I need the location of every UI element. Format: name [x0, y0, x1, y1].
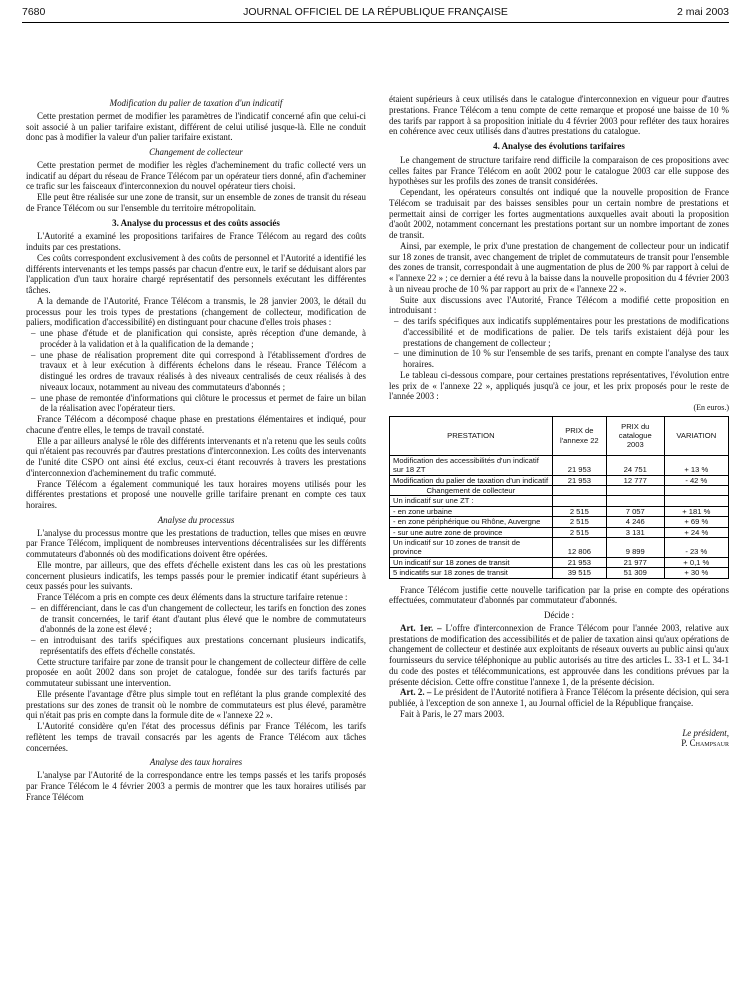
- paragraph: Elle montre, par ailleurs, que des effets d'échelle existent dans les cas où les prestations concernent plusieurs indicatifs, les temps passés pour le premier indicatif étant supérieurs à ceux passés pour les suivants.: [26, 559, 366, 592]
- paragraph: Suite aux discussions avec l'Autorité, France Télécom a modifié cette proposition en introduisant :: [389, 294, 729, 316]
- article-label: Art. 2. –: [400, 687, 432, 698]
- page-header: [22, 6, 729, 22]
- list-item: – des tarifs spécifiques aux indicatifs supplémentaires pour les prestations de modifications d'accessibilité et de modifications de palier. De tels tarifs existaient déjà pour les prestations de changement de collecteur ;: [403, 316, 729, 348]
- table-row: [390, 557, 729, 567]
- paragraph: Ainsi, par exemple, le prix d'une prestation de changement de collecteur pour un indicatif sur 18 zones de transit, avec changement de triplet de commutateurs de transit pour l'ensemble des zones de transit, correspondait à une augmentation de plus de 200 % par rapport à celui de « l'annexe 22 » ; ce dernier a été revu à la baisse dans la nouvelle proposition du 4 février 2003 à un niveau proche de 10 % par rapport au prix de « l'annexe 22 ».: [389, 240, 729, 294]
- paragraph: étaient supérieurs à ceux utilisés dans le catalogue d'interconnexion en vigueur pour d'autres prestations. France Télécom a tenu compte de cette remarque et proposé une baisse de 10 % des tarifs par rapport à sa proposition initiale du 4 février 2003 pour refléter des taux horaires en cohérence avec ceux utilisés dans d'autres prestations du catalogue.: [389, 94, 729, 137]
- list-item: – une phase de réalisation proprement dite qui correspond à l'établissement d'ordres de travaux et à leur exécution à différents échelons dans le réseau. France Télécom a distingué les ordres de travaux réalisés à des niveaux centralisés de ceux réalisés à des niveaux locaux, notamment au niveau des commutateurs d'abonnés ;: [40, 350, 366, 393]
- table-cell: Un indicatif sur 10 zones de transit de province: [390, 538, 553, 558]
- column-header: PRIX de l'annexe 22: [552, 416, 606, 455]
- paragraph: Le changement de structure tarifaire rend difficile la comparaison de ces propositions avec celles faites par France Télécom en août 2002 pour le catalogue 2003 car elle suppose des hypothèses sur les profils des zones de transit considérées.: [389, 154, 729, 187]
- table-row: [390, 527, 729, 537]
- table-cell: Changement de collecteur: [390, 485, 553, 495]
- table-cell: - 23 %: [664, 538, 728, 558]
- paragraph: Elle a par ailleurs analysé le rôle des différents intervenants et n'a retenu que les seuls coûts qui n'étaient pas recouvrés par d'autres prestations d'interconnexion. Les coûts des intervenants de l'unité dite CSPO ont ainsi été exclus, ceux-ci étant recouvrés à travers les prestations d'interconnexion d'acheminement du trafic commuté.: [26, 435, 366, 478]
- signature-name: P. Champsaur: [681, 738, 729, 749]
- table-row: [390, 496, 729, 506]
- journal-title: JOURNAL OFFICIEL DE LA RÉPUBLIQUE FRANÇAISE: [243, 6, 508, 18]
- table-header-row: [390, 416, 729, 455]
- decide-heading: Décide :: [543, 610, 575, 621]
- paragraph: Cette prestation permet de modifier les paramètres de l'indicatif concerné afin que celui-ci soit associé à un palier tarifaire existant, différent de celui utilisé jusque-là. Elle ne conduit donc pas à modifier la valeur d'un palier tarifaire existant.: [26, 110, 366, 143]
- paragraph: L'Autorité considère qu'en l'état des processus définis par France Télécom, les tarifs reflètent les temps de travail consacrés par les agents de France Télécom aux tâches concernées.: [26, 721, 366, 753]
- paragraph: France Télécom a également communiqué les taux horaires moyens utilisés pour les différentes prestations et proposé une nouvelle grille tarifaire prenant en compte ces taux horaires.: [26, 478, 366, 510]
- table-body: [390, 455, 729, 578]
- table-cell: 12 806: [552, 538, 606, 558]
- table-cell: Modification des accessibilités d'un indicatif sur 18 ZT: [390, 455, 553, 475]
- paragraph: L'analyse du processus montre que les prestations de traduction, telles que mises en œuvre par France Télécom, impliquent de nombreuses interventions décentralisées sur les différents commutateurs d'abonnés où des modifications doivent être opérées.: [26, 527, 366, 559]
- table-cell: [664, 485, 728, 495]
- table-cell: 21 953: [552, 455, 606, 475]
- table-cell: Un indicatif sur une ZT :: [390, 496, 553, 506]
- table-cell: 2 515: [552, 506, 606, 516]
- table-row: [390, 568, 729, 578]
- section-heading: 4. Analyse des évolutions tarifaires: [493, 141, 625, 151]
- table-cell: [552, 496, 606, 506]
- column-header: PRIX du catalogue 2003: [606, 416, 664, 455]
- table-cell: + 181 %: [664, 506, 728, 516]
- paragraph: France Télécom a pris en compte ces deux éléments dans la structure tarifaire retenue :: [37, 592, 348, 602]
- table-cell: + 69 %: [664, 517, 728, 527]
- done-line: Fait à Paris, le 27 mars 2003.: [400, 708, 505, 719]
- column-header: PRESTATION: [390, 416, 553, 455]
- issue-date: 2 mai 2003: [677, 6, 729, 18]
- column-header: VARIATION: [664, 416, 728, 455]
- article-label: Art. 1er. –: [400, 622, 442, 633]
- table-cell: Modification du palier de taxation d'un indicatif: [390, 475, 553, 485]
- table-cell: 21 953: [552, 475, 606, 485]
- section-heading: 3. Analyse du processus et des coûts associés: [112, 217, 280, 228]
- list-item: – en introduisant des tarifs spécifiques aux prestations concernant plusieurs indicatifs, représentatifs des effets d'échelle constatés.: [40, 635, 366, 657]
- price-table: [389, 416, 729, 579]
- paragraph: Ces coûts correspondent exclusivement à des coûts de personnel et l'Autorité a identifié les différents intervenants et les temps passés par chacun d'entre eux, le tarif se déduisant alors par l'application d'un taux horaire chargé représentatif des personnels exécutant les différentes tâches.: [26, 252, 366, 295]
- article-text: Le président de l'Autorité notifiera à France Télécom la présente décision, qui sera publiée, à l'exception de son annexe 1, au Journal officiel de la République française.: [389, 687, 729, 709]
- paragraph: Cette prestation permet de modifier les règles d'acheminement du trafic collecté vers un indicatif au départ du réseau de France Télécom par un opérateur tiers donné, afin d'acheminer ce trafic sur les faisceaux d'interconnexion du nouvel opérateur tiers choisi.: [26, 159, 366, 192]
- signature-title: Le président,: [682, 727, 729, 738]
- left-column: [26, 94, 366, 802]
- paragraph: Elle présente l'avantage d'être plus simple tout en reflétant la plus grande complexité des prestations sur des zones de transit où le nombre de commutateurs est plus élevé, paramètre qui n'était pas pris en compte dans la formule dite de « l'annexe 22 ».: [26, 688, 366, 721]
- table-cell: - 42 %: [664, 475, 728, 485]
- table-cell: + 30 %: [664, 568, 728, 578]
- paragraph: L'analyse par l'Autorité de la correspondance entre les temps passés et les tarifs proposés par France Télécom le 4 février 2003 a permis de montrer que les taux horaires utilisés par France Télécom: [26, 770, 366, 802]
- header-rule: [22, 22, 729, 23]
- table-cell: 5 indicatifs sur 18 zones de transit: [390, 568, 553, 578]
- article-text: L'offre d'interconnexion de France Télécom pour l'année 2003, relative aux prestations de modification des accessibilités et de palier de taxation ainsi qu'aux opérations de changement de collecteur et destinée aux exploitants de réseaux ouverts au public ainsi qu'aux fournisseurs du service téléphonique au public autorisés au titre des articles L. 33-1 et L. 34-1 du code des postes et télécommunications, est approuvée dans les conditions prévues par la présente décision. Cette offre constitue l'annexe 1, de la présente décision.: [389, 622, 730, 687]
- table-cell: + 24 %: [664, 527, 728, 537]
- paragraph: Le tableau ci-dessous compare, pour certaines prestations représentatives, l'évolution entre les prix de « l'annexe 22 », appliqués jusqu'à ce jour, et les prix proposés pour le reste de l'année 2003 :: [389, 369, 729, 402]
- table-cell: + 0,1 %: [664, 557, 728, 567]
- table-cell: 24 751: [606, 455, 664, 475]
- table-cell: 51 309: [606, 568, 664, 578]
- table-cell: 7 057: [606, 506, 664, 516]
- list-item: – une phase de remontée d'informations qui clôture le processus et permet de faire un bilan de la réalisation avec l'opérateur tiers.: [40, 393, 366, 415]
- paragraph: France Télécom a décomposé chaque phase en prestations élémentaires et indiqué, pour chacune d'entre elles, le temps de travail constaté.: [26, 414, 366, 435]
- table-cell: - sur une autre zone de province: [390, 527, 553, 537]
- section-heading: Changement de collecteur: [149, 147, 243, 157]
- table-cell: - en zone périphérique ou Rhône, Auvergne: [390, 517, 553, 527]
- table-cell: 4 246: [606, 517, 664, 527]
- table-cell: 2 515: [552, 527, 606, 537]
- table-cell: 9 899: [606, 538, 664, 558]
- structure-list: [26, 603, 366, 657]
- table-cell: [606, 496, 664, 506]
- table-row: [390, 538, 729, 558]
- list-item: – une diminution de 10 % sur l'ensemble de ses tarifs, prenant en compte l'analyse des taux horaires.: [403, 348, 729, 370]
- table-cell: 3 131: [606, 527, 664, 537]
- table-cell: - en zone urbaine: [390, 506, 553, 516]
- table-cell: 21 977: [606, 557, 664, 567]
- table-cell: 39 515: [552, 568, 606, 578]
- table-cell: 21 953: [552, 557, 606, 567]
- table-row: [390, 506, 729, 516]
- table-cell: [664, 496, 728, 506]
- table-cell: + 13 %: [664, 455, 728, 475]
- page-number: 7680: [22, 6, 46, 18]
- table-cell: 12 777: [606, 475, 664, 485]
- table-row: [390, 455, 729, 475]
- paragraph: Cependant, les opérateurs consultés ont indiqué que la nouvelle proposition de France Télécom se traduisait par des baisses sensibles pour un certain nombre de prestations et permettait ainsi de corriger les fortes augmentations auxquelles avait abouti la proposition d'août 2002, notamment concernant les prestations portant sur un nombre important de zones de transit.: [389, 187, 729, 240]
- table-row: [390, 475, 729, 485]
- table-cell: Un indicatif sur 18 zones de transit: [390, 557, 553, 567]
- table-cell: 2 515: [552, 517, 606, 527]
- paragraph: France Télécom justifie cette nouvelle tarification par la prise en compte des opérations effectuées, commutateur d'abonnés par commutateur d'abonnés.: [389, 584, 729, 606]
- table-cell: [606, 485, 664, 495]
- paragraph: Cette structure tarifaire par zone de transit pour le changement de collecteur diffère de celle proposée en août 2002 dans son projet de catalogue, fondée sur des tarifs facturés par commutateur subissant une intervention.: [26, 656, 366, 688]
- table-cell: [552, 485, 606, 495]
- paragraph: A la demande de l'Autorité, France Télécom a transmis, le 28 janvier 2003, le détail du processus pour les trois types de prestations (changement de collecteur, modification de paliers, modification d'accessibilité) en distinguant pour chacune d'elles trois phases :: [26, 295, 366, 328]
- paragraph: L'Autorité a examiné les propositions tarifaires de France Télécom au regard des coûts induits par ces prestations.: [26, 231, 366, 252]
- section-heading: Analyse du processus: [157, 514, 235, 525]
- table-row: [390, 517, 729, 527]
- paragraph: Elle peut être réalisée sur une zone de transit, sur un ensemble de zones de transit du réseau de France Télécom ou sur l'ensemble du territoire métropolitain.: [26, 192, 366, 213]
- right-column: [389, 94, 729, 749]
- article-1: [389, 623, 729, 688]
- table-row: [390, 485, 729, 495]
- list-item: – une phase d'étude et de planification qui consiste, après réception d'une demande, à procéder à la validation et à la qualification de la demande ;: [40, 328, 366, 350]
- section-heading: Modification du palier de taxation d'un indicatif: [109, 98, 283, 108]
- article-2: [389, 687, 729, 709]
- phase-list: [26, 328, 366, 414]
- section-heading: Analyse des taux horaires: [149, 757, 243, 768]
- list-item: – en différenciant, dans le cas d'un changement de collecteur, les tarifs en fonction des zones de transit concernées, le tarif étant d'autant plus élevé que le nombre de commutateurs d'abonnés de la zone est élevé ;: [40, 603, 366, 635]
- table-units: (En euros.): [693, 403, 729, 412]
- modification-list: [389, 316, 729, 370]
